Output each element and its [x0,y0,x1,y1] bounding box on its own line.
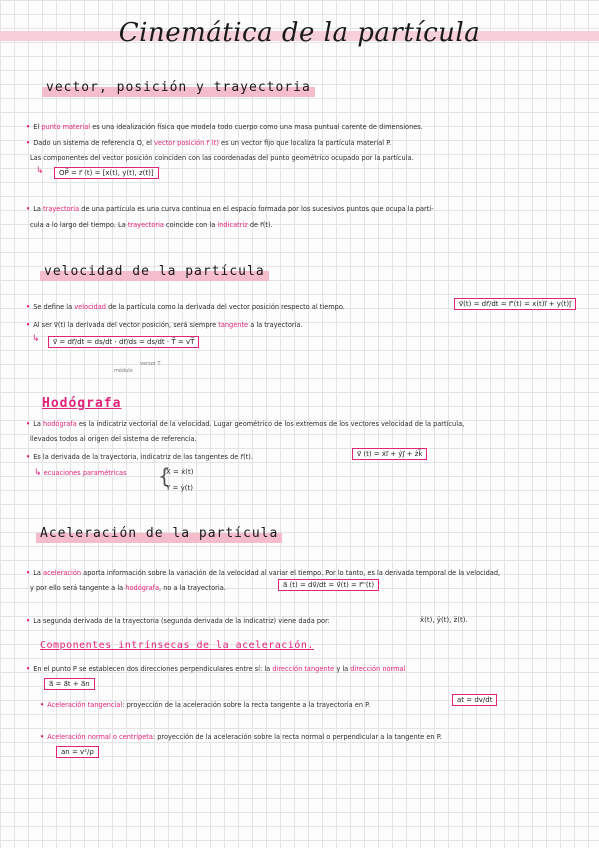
formula-box-hodograph: v⃗ (t) = ẋi⃗ + ẏj⃗ + żk⃗ [352,448,427,460]
paragraph-line: llevados todos al origen del sistema de referencia. [30,435,197,443]
paragraph-line: • La trayectoria de una partícula es una curva continua en el espacio formada por los sucesivos puntos que ocupa la partí- [26,205,434,213]
section-heading-hodograph: Hodógrafa [42,396,122,411]
formula-box-position: OP⃗ = r⃗ (t) = [x(t), y(t), z(t)] [54,167,159,179]
section-heading-position: vector, posición y trayectoria [46,80,311,95]
paragraph-line: • La hodógrafa es la indicatriz vectorial de la velocidad. Lugar geométrico de los extremos de los vectores velocidad de la partícula, [26,420,465,428]
annotation-label: versor T [140,361,161,367]
paragraph-line: • Aceleración normal o centrípeta: proyección de la aceleración sobre la recta normal o perpendicular a la tangente en P. [40,733,442,741]
paragraph-line: • El punto material es una idealización física que modela todo cuerpo como una masa puntual carente de dimensiones. [26,123,423,131]
formula-box-velocity: v⃗(t) = dr⃗/dt = r⃗'(t) = x(t)i⃗ + y(t)j⃗ [454,298,576,310]
paragraph-line: • Es la derivada de la trayectoria, indicatriz de las tangentes de r⃗(t). [26,453,253,461]
paragraph-line: • La aceleración aporta información sobre la variación de la velocidad al variar el tiempo. Por lo tanto, es la derivada temporal de la velocidad, [26,569,501,577]
formula-box-tangential: at = dv/dt [452,694,497,706]
brace-icon: { [158,464,171,488]
second-derivatives: ẍ(t), ÿ(t), z̈(t). [420,616,468,624]
paragraph-line: • En el punto P se establecen dos direcciones perpendiculares entre sí: la dirección tangente y la dirección normal [26,665,406,673]
section-heading-velocity: velocidad de la partícula [44,264,265,279]
paragraph-line: • Dado un sistema de referencia O, el vector posición r⃗ (t) es un vector fijo que localiza la partícula material P. [26,139,392,147]
formula-box-components: a⃗ = a⃗t + a⃗n [44,678,95,690]
section-heading-acceleration: Aceleración de la partícula [40,526,278,541]
paragraph-line: ↳ ecuaciones paramétricas [34,468,127,478]
formula-box-normal: an = v²/ρ [56,746,99,758]
paragraph-line: • Al ser v⃗(t) la derivada del vector posición, será siempre tangente a la trayectoria. [26,321,303,329]
page-title: Cinemática de la partícula [118,18,481,48]
paragraph-line: Las componentes del vector posición coinciden con las coordenadas del punto geométrico ocupado por la partícula. [30,154,414,162]
equation-x: X = ẋ(t) [166,468,194,476]
paragraph-line: • Se define la velocidad de la partícula como la derivada del vector posición respecto al tiempo. [26,303,345,311]
paragraph-line: • Aceleración tangencial: proyección de la aceleración sobre la recta tangente a la trayectoria en P. [40,701,371,709]
paragraph-line: y por ello será tangente a la hodógrafa, no a la trayectoria. [30,584,226,592]
annotation-label: módulo [114,368,133,374]
formula-box-tangent: v⃗ = dr⃗/dt = ds/dt · dr⃗/ds = ds/dt · T⃗ = vT⃗ [48,336,199,348]
arrow-icon: ↳ [32,334,40,344]
paragraph-line: • La segunda derivada de la trayectoria (segunda derivada de la indicatriz) viene dada por: [26,617,330,625]
equation-y: Y = ẏ(t) [166,484,193,492]
paragraph-line: cula a lo largo del tiempo. La trayectoria coincide con la indicatriz de r⃗(t). [30,221,273,229]
arrow-icon: ↳ [36,166,44,176]
formula-box-acceleration: a⃗ (t) = dv⃗/dt = v⃗(t) = r⃗''(t) [278,579,379,591]
subsection-heading-intrinsic: Componentes intrínsecas de la aceleración. [40,640,314,651]
